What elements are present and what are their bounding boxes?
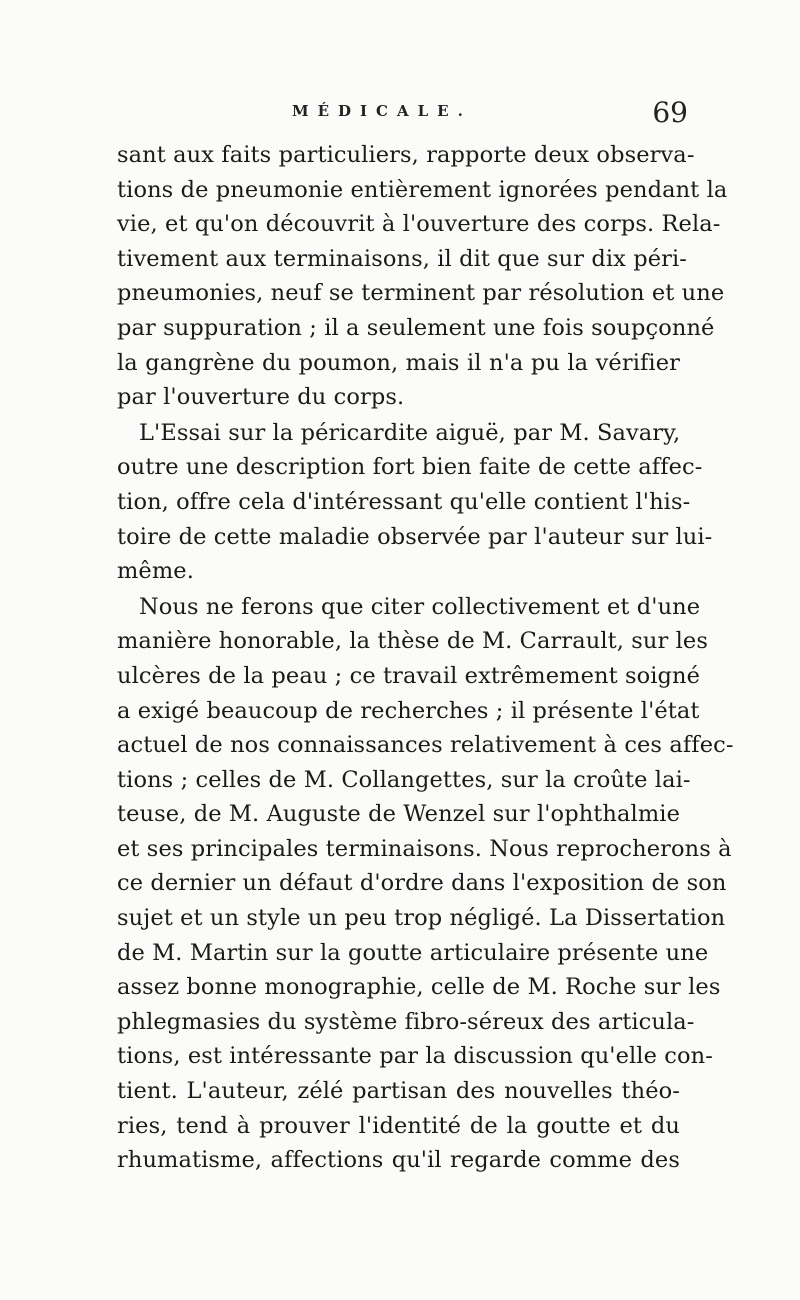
text-line: tions, est intéressante par la discussion qu'elle con-: [117, 1043, 713, 1070]
text-line: tion, offre cela d'intéressant qu'elle contient l'his-: [117, 488, 691, 515]
text-line: ce dernier un défaut d'ordre dans l'exposition de son: [117, 870, 727, 897]
text-line: par suppuration ; il a seulement une fois soupçonné: [117, 314, 715, 341]
page-number: 69: [652, 96, 688, 129]
text-line: phlegmasies du système fibro-séreux des articula-: [117, 1008, 695, 1035]
text-line: ries, tend à prouver l'identité de la goutte et du: [117, 1112, 680, 1139]
text-line: L'Essai sur la péricardite aiguë, par M. Savary,: [139, 419, 681, 446]
text-line: sant aux faits particuliers, rapporte deux observa-: [117, 142, 695, 168]
text-line: tivement aux terminaisons, il dit que sur dix péri-: [117, 245, 687, 272]
text-line: tions de pneumonie entièrement ignorées pendant la: [117, 176, 728, 203]
text-line: vie, et qu'on découvrit à l'ouverture des corps. Rela-: [117, 211, 721, 238]
text-line: teuse, de M. Auguste de Wenzel sur l'ophthalmie: [117, 801, 680, 828]
text-line: même.: [117, 558, 194, 585]
text-line: et ses principales terminaisons. Nous reprocherons à: [117, 835, 732, 862]
text-line: par l'ouverture du corps.: [117, 384, 405, 411]
text-line: de M. Martin sur la goutte articulaire présente une: [117, 939, 709, 966]
text-line: toire de cette maladie observée par l'auteur sur lui-: [117, 523, 713, 550]
text-line: pneumonies, neuf se terminent par résolution et une: [117, 280, 725, 307]
text-line: actuel de nos connaissances relativement à ces affec-: [117, 732, 734, 759]
text-line: tions ; celles de M. Collangettes, sur la croûte lai-: [117, 766, 691, 793]
text-line: sujet et un style un peu trop négligé. La Dissertation: [117, 905, 726, 932]
text-line: manière honorable, la thèse de M. Carrault, sur les: [117, 628, 708, 655]
text-line: la gangrène du poumon, mais il n'a pu la vérifier: [117, 349, 680, 376]
body-text: [117, 138, 734, 1178]
text-line: ulcères de la peau ; ce travail extrêmement soigné: [117, 662, 701, 689]
running-head-title: MÉDICALE.: [292, 102, 472, 120]
text-line: tient. L'auteur, zélé partisan des nouvelles théo-: [117, 1078, 680, 1105]
running-head: [118, 96, 688, 136]
text-line: outre une description fort bien faite de cette affec-: [117, 454, 703, 481]
text-line: a exigé beaucoup de recherches ; il présente l'état: [117, 697, 700, 724]
text-line: Nous ne ferons que citer collectivement et d'une: [139, 593, 701, 620]
text-line: rhumatisme, affections qu'il regarde comme des: [117, 1147, 680, 1174]
text-line: assez bonne monographie, celle de M. Roche sur les: [117, 974, 721, 1001]
